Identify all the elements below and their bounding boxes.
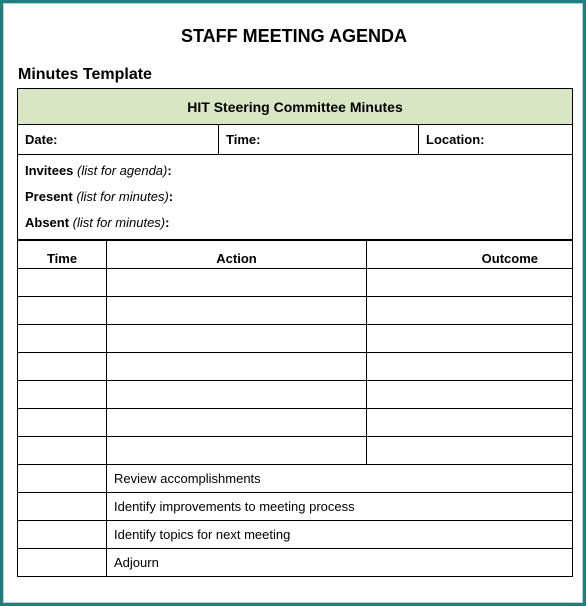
- closing-item: Identify improvements to meeting process: [114, 499, 355, 514]
- closing-item: Review accomplishments: [114, 471, 261, 486]
- time-column-header: Time: [18, 241, 107, 268]
- action-cell[interactable]: [107, 325, 367, 352]
- time-cell[interactable]: [18, 325, 107, 352]
- table-row: [17, 297, 573, 325]
- outcome-cell[interactable]: [367, 297, 572, 324]
- location-label: Location:: [426, 132, 485, 147]
- outcome-cell[interactable]: [367, 409, 572, 436]
- absent-colon: :: [165, 215, 170, 230]
- outcome-column-header: Outcome: [481, 251, 538, 266]
- table-row: [17, 437, 573, 465]
- invitees-label: Invitees: [25, 163, 78, 178]
- absent-line: [25, 213, 572, 239]
- invitees-line: [25, 161, 572, 187]
- attendance-section[interactable]: [17, 155, 573, 241]
- closing-item: Identify topics for next meeting: [114, 527, 291, 542]
- table-row: [17, 409, 573, 437]
- present-hint: (list for minutes): [76, 189, 169, 204]
- closing-item-row: [17, 549, 573, 577]
- invitees-hint: (list for agenda): [77, 163, 168, 178]
- outcome-cell[interactable]: [367, 269, 572, 296]
- outcome-cell[interactable]: [367, 381, 572, 408]
- closing-item: Adjourn: [114, 555, 159, 570]
- time-cell[interactable]: [18, 353, 107, 380]
- time-field[interactable]: [219, 125, 419, 154]
- outcome-cell[interactable]: [367, 353, 572, 380]
- minutes-table: [17, 88, 573, 577]
- table-row: [17, 353, 573, 381]
- present-line: [25, 187, 572, 213]
- action-cell[interactable]: [107, 353, 367, 380]
- time-cell[interactable]: [18, 549, 107, 576]
- action-cell[interactable]: [107, 297, 367, 324]
- action-cell[interactable]: [107, 437, 367, 464]
- action-cell[interactable]: [107, 409, 367, 436]
- action-column-header: Action: [107, 241, 367, 268]
- time-cell[interactable]: [18, 437, 107, 464]
- closing-item-row: [17, 521, 573, 549]
- column-header-row: [17, 241, 573, 269]
- closing-item-row: [17, 493, 573, 521]
- table-row: [17, 381, 573, 409]
- page-title: STAFF MEETING AGENDA: [181, 26, 407, 46]
- table-row: [17, 325, 573, 353]
- present-label: Present: [25, 189, 77, 204]
- time-label: Time:: [226, 132, 261, 147]
- date-time-location-row: [17, 125, 573, 155]
- date-field[interactable]: [18, 125, 219, 154]
- outcome-cell[interactable]: [367, 437, 572, 464]
- time-cell[interactable]: [18, 381, 107, 408]
- action-cell[interactable]: [107, 381, 367, 408]
- committee-header: [17, 88, 573, 125]
- closing-item-row: [17, 465, 573, 493]
- present-colon: :: [168, 189, 174, 204]
- table-row: [17, 269, 573, 297]
- time-cell[interactable]: [18, 297, 107, 324]
- document-page: [3, 3, 583, 603]
- committee-header-label: HIT Steering Committee Minutes: [187, 98, 403, 115]
- time-cell[interactable]: [18, 521, 107, 548]
- date-label: Date:: [25, 132, 58, 147]
- outcome-cell[interactable]: [367, 325, 572, 352]
- time-cell[interactable]: [18, 465, 107, 492]
- action-cell[interactable]: [107, 269, 367, 296]
- time-cell[interactable]: [18, 269, 107, 296]
- time-cell[interactable]: [18, 409, 107, 436]
- location-field[interactable]: [419, 125, 572, 154]
- absent-label: Absent: [25, 215, 73, 230]
- template-subtitle: Minutes Template: [18, 66, 152, 83]
- time-cell[interactable]: [18, 493, 107, 520]
- absent-hint: (list for minutes): [72, 215, 166, 230]
- invitees-colon: :: [167, 163, 172, 178]
